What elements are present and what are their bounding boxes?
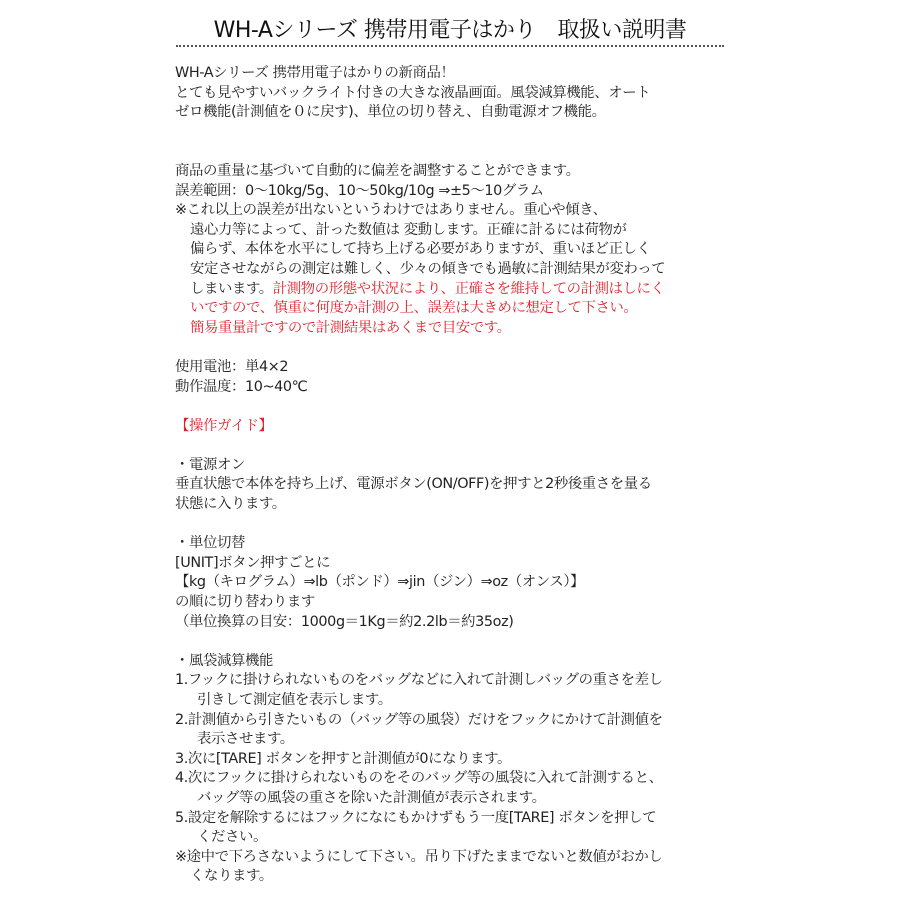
unit-text: [UNIT]ボタン押すごとに <box>175 554 331 571</box>
tare-step: 5.設定を解除するにはフックになにもかけずもう一度[TARE] ボタンを押して <box>175 809 657 826</box>
accuracy-note <box>175 280 735 300</box>
tare-step-cont: 表示させます。 <box>197 731 294 748</box>
accuracy-note: ※これ以上の誤差が出ないというわけではありません。重心や傾き、 <box>175 202 607 219</box>
tare-step: 3.次に[TARE] ボタンを押すと計測値が0になります。 <box>175 750 511 767</box>
accuracy-note: 安定させながらの測定は難しく、少々の傾きでも過敏に計測結果が変わって <box>190 260 666 277</box>
tare-step: 1.フックに掛けられないものをバッグなどに入れて計測しバッグの重さを差し <box>175 672 663 689</box>
tare-note-cont: くなります。 <box>190 868 273 885</box>
accuracy-warning: 計測物の形態や状況により、正確さを維持しての計測はしにく <box>272 280 665 297</box>
page-title: WH-Aシリーズ 携帯用電子はかり 取扱い説明書 <box>213 18 687 43</box>
accuracy-note-black: しまいます。 <box>190 280 273 297</box>
manual-body <box>175 64 735 887</box>
tare-step-cont: 引きして測定値を表示します。 <box>197 692 392 708</box>
unit-text: の順に切り替わります <box>175 594 315 611</box>
accuracy-warning: いですので、慎重に何度か計測の上、誤差は大きめに想定して下さい。 <box>190 300 638 317</box>
accuracy-section <box>175 162 735 338</box>
accuracy-warning: 簡易重量計ですので計測結果はあくまで目安です。 <box>190 319 511 336</box>
accuracy-note: 遠心力等によって、計った数値は 変動します。正確に計るには荷物が <box>190 221 627 238</box>
tare-step-cont: ください。 <box>197 829 267 846</box>
power-section <box>175 456 735 515</box>
error-range: 誤差範囲：0～10kg/5g、10～50kg/10g ⇒±5～10グラム <box>175 182 544 199</box>
unit-text: （単位換算の目安：1000g＝1Kg＝約2.2lb＝約35oz) <box>175 613 514 630</box>
intro-line: WH-Aシリーズ 携帯用電子はかりの新商品！ <box>175 65 455 81</box>
dotted-divider <box>176 45 724 47</box>
power-text: 状態に入ります。 <box>175 496 286 513</box>
tare-step-cont: バッグ等の風袋の重さを除いた計測値が表示されます。 <box>197 789 546 806</box>
tare-step: 4.次にフックに掛けられないものをそのバッグ等の風袋に入れて計測すると、 <box>175 770 663 787</box>
battery-spec: 使用電池：単4×2 <box>175 358 289 375</box>
unit-text: 【kg（キログラム）⇒lb（ポンド）⇒jin（ジン）⇒oz（オンス）】 <box>175 574 585 591</box>
tare-note: ※途中で下ろさないようにして下さい。吊り下げたままでないと数値がおかし <box>175 848 663 865</box>
unit-section <box>175 534 735 632</box>
guide-heading: 【操作ガイド】 <box>175 417 273 434</box>
power-text: 垂直状態で本体を持ち上げ、電源ボタン(ON/OFF)を押すと2秒後重さを量る <box>175 476 652 493</box>
unit-heading: ・単位切替 <box>175 535 245 552</box>
accuracy-note: 偏らず、本体を水平にして持ち上げる必要がありますが、重いほど正しく <box>190 241 651 258</box>
intro-line: ゼロ機能(計測値を０に戻す)、単位の切り替え、自動電源オフ機能。 <box>175 104 606 121</box>
specs-section <box>175 358 735 397</box>
tare-section <box>175 652 735 887</box>
intro-section <box>175 64 735 123</box>
accuracy-text: 商品の重量に基づいて自動的に偏差を調整することができます。 <box>175 162 580 179</box>
tare-heading: ・風袋減算機能 <box>175 652 273 669</box>
tare-step: 2.計測値から引きたいもの（バッグ等の風袋）だけをフックにかけて計測値を <box>175 711 663 728</box>
intro-line: とても見やすいバックライト付きの大きな液晶画面。風袋減算機能、オート <box>175 84 651 101</box>
power-heading: ・電源オン <box>175 456 245 473</box>
temperature-spec: 動作温度：10~40℃ <box>175 378 308 395</box>
